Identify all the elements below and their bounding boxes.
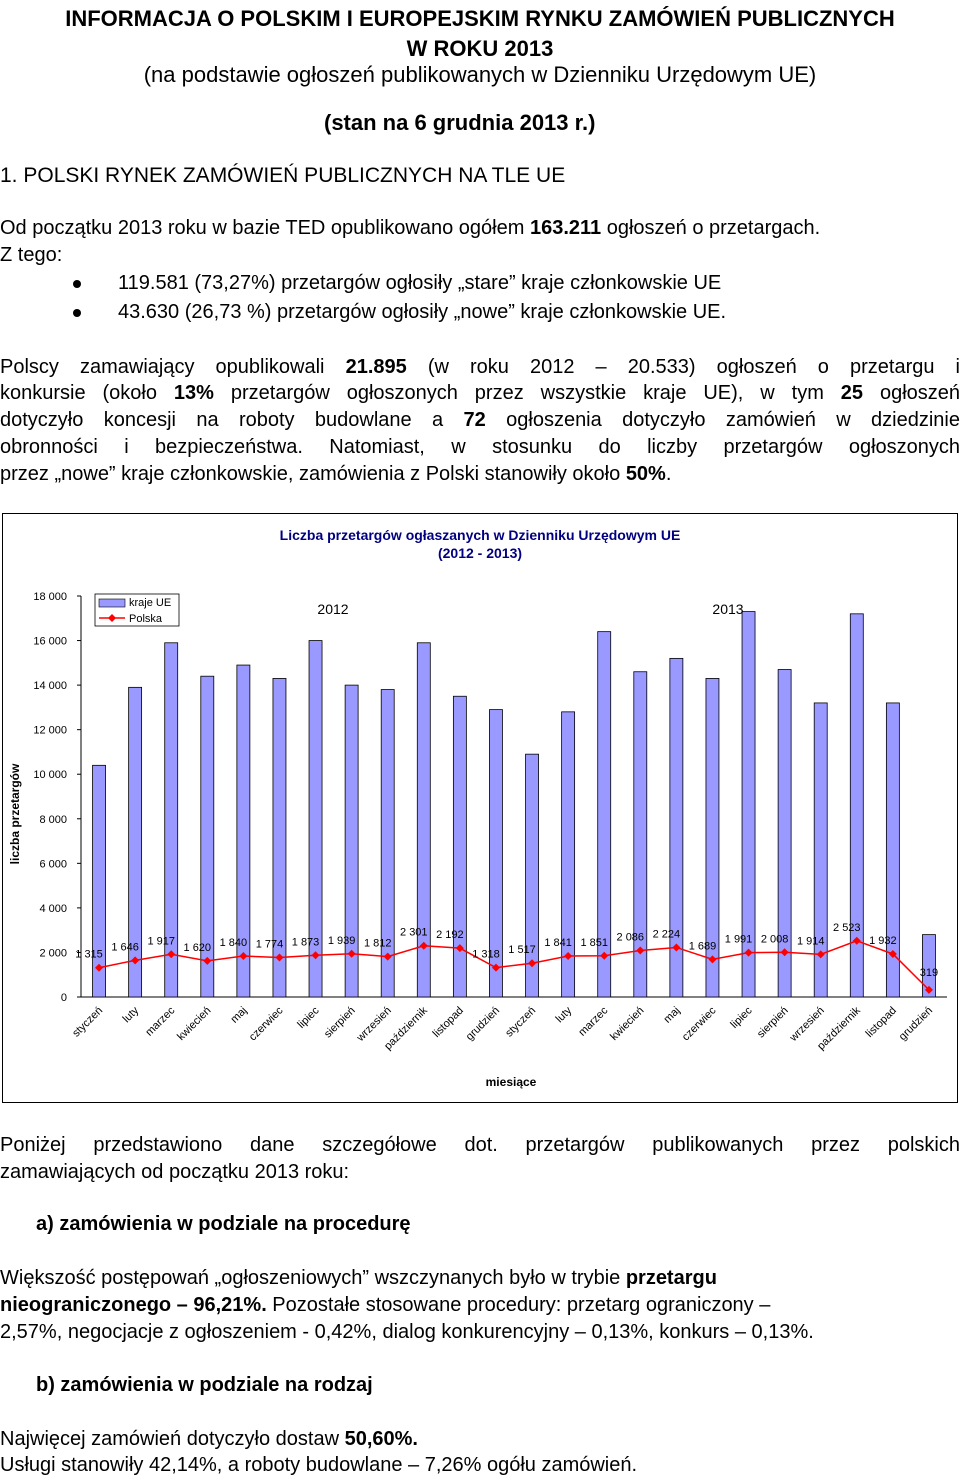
chart-title-line2: (2012 - 2013) xyxy=(437,545,523,561)
chart-title-line1: Liczba przetargów ogłaszanych w Dzienniku Urzędowym UE xyxy=(279,527,681,543)
para-number: 72 xyxy=(463,409,486,431)
x-axis-label: miesiące xyxy=(485,1075,537,1089)
para-text: przez „nowe” kraje członkowskie, zamówienia z Polski stanowiły około xyxy=(0,463,626,485)
data-label-poland: 1 812 xyxy=(363,937,392,950)
y-tick-label: 2 000 xyxy=(39,947,67,960)
heading-type: b) zamówienia w podziale na rodzaj xyxy=(36,1374,373,1396)
x-tick-label: sierpień xyxy=(322,1004,358,1041)
intro-z-tego: Z tego: xyxy=(0,244,63,266)
data-label-poland: 1 914 xyxy=(796,935,825,948)
x-tick-label: sierpień xyxy=(755,1004,791,1041)
x-tick-label: grudzień xyxy=(896,1004,936,1043)
x-tick-label: luty xyxy=(120,1004,142,1026)
x-tick-label: kwiecień xyxy=(608,1004,647,1043)
x-tick-label: lipiec xyxy=(295,1004,322,1031)
data-label-poland: 2 523 xyxy=(833,921,861,934)
para-line4: obronności i bezpieczeństwa. Natomiast, w stosunku do liczby przetargów ogłoszonych xyxy=(0,436,960,458)
para-number: 13% xyxy=(173,382,214,404)
data-label-poland: 1 851 xyxy=(580,936,608,949)
y-tick-label: 14 000 xyxy=(33,680,67,693)
doc-title-line2: W ROKU 2013 xyxy=(406,36,554,61)
x-tick-label: maj xyxy=(228,1004,250,1026)
y-tick-label: 6 000 xyxy=(39,858,67,871)
x-tick-label: wrzesień xyxy=(354,1004,394,1044)
procedure-text: Większość postępowań „ogłoszeniowych” wszczynanych było w trybie xyxy=(0,1267,626,1289)
para-number: 21.895 xyxy=(345,356,407,378)
para-line2 xyxy=(0,380,960,406)
section1-intro xyxy=(0,215,820,241)
para-text: (w roku 2012 – 20.533) ogłoszeń o przetargu i xyxy=(406,356,960,378)
data-label-poland: 1 689 xyxy=(688,940,717,953)
data-label-poland: 1 774 xyxy=(255,938,284,951)
y-tick-label: 10 000 xyxy=(33,769,67,782)
type-line2: Usługi stanowiły 42,14%, a roboty budowlane – 7,26% ogółu zamówień. xyxy=(0,1454,638,1476)
data-label-poland: 2 008 xyxy=(760,933,789,946)
para-text: przetargów ogłoszonych przez wszystkie kraje UE), w tym xyxy=(213,382,841,404)
para-text: dotyczyło koncesji na roboty budowlane a xyxy=(0,409,464,431)
procedure-bold: nieograniczonego – 96,21%. xyxy=(0,1294,267,1316)
bar-eu xyxy=(93,765,106,997)
x-tick-label: październik xyxy=(815,1004,863,1053)
bar-eu xyxy=(381,690,394,997)
data-label-poland: 1 991 xyxy=(724,933,753,946)
doc-title-line1: INFORMACJA O POLSKIM I EUROPEJSKIM RYNKU ZAMÓWIEŃ PUBLICZNYCH xyxy=(65,6,895,31)
procedure-bold: przetargu xyxy=(625,1267,717,1289)
chart-svg xyxy=(3,514,957,1102)
status-date: (stan na 6 grudnia 2013 r.) xyxy=(324,110,596,135)
procedure-text: Pozostałe stosowane procedury: przetarg ograniczony – xyxy=(266,1294,771,1316)
para-line1 xyxy=(0,354,960,380)
type-line1 xyxy=(0,1426,418,1452)
bullet-old-members: 119.581 (73,27%) przetargów ogłosiły „stare” kraje członkowskie UE xyxy=(118,272,722,294)
procedure-line2 xyxy=(0,1292,770,1318)
legend xyxy=(95,594,179,626)
doc-subtitle: (na podstawie ogłoszeń publikowanych w Dzienniku Urzędowym UE) xyxy=(143,62,817,87)
x-tick-label: październik xyxy=(382,1004,430,1053)
type-bold: 50,60%. xyxy=(344,1428,418,1450)
bar-eu xyxy=(778,670,791,997)
para-text: Polscy zamawiający opublikowali xyxy=(0,356,346,378)
para-line5 xyxy=(0,461,671,487)
y-tick-label: 8 000 xyxy=(39,813,67,826)
data-label-poland: 1 646 xyxy=(111,941,139,954)
chart-container xyxy=(2,513,958,1103)
type-text: Najwięcej zamówień dotyczyło dostaw xyxy=(0,1428,345,1450)
year-label-2013: 2013 xyxy=(712,601,744,617)
procedure-line1 xyxy=(0,1265,717,1291)
intro-total: 163.211 xyxy=(529,217,602,239)
data-label-poland: 1 315 xyxy=(75,948,103,961)
x-tick-label: czerwiec xyxy=(246,1004,286,1044)
para-text: ogłoszeń xyxy=(863,382,960,404)
section2-intro-line2: zamawiających od początku 2013 roku: xyxy=(0,1161,350,1183)
year-label-2012: 2012 xyxy=(317,601,349,617)
x-tick-label: styczeń xyxy=(503,1004,539,1040)
para-text: ogłoszenia dotyczyło zamówień w dziedzinie xyxy=(485,409,960,431)
x-tick-label: kwiecień xyxy=(175,1004,214,1043)
data-label-poland: 2 086 xyxy=(616,931,645,944)
legend-bar-swatch xyxy=(99,599,125,607)
x-tick-label: listopad xyxy=(430,1004,466,1040)
data-label-poland: 2 301 xyxy=(400,926,428,939)
bullet-new-members: 43.630 (26,73 %) przetargów ogłosiły „nowe” kraje członkowskie UE. xyxy=(118,301,727,323)
legend-label-pl: Polska xyxy=(129,613,163,625)
x-tick-label: lipiec xyxy=(728,1004,755,1031)
data-label-poland: 2 192 xyxy=(436,929,464,942)
x-tick-label: styczeń xyxy=(70,1004,106,1040)
para-text: . xyxy=(665,463,672,485)
x-tick-label: listopad xyxy=(863,1004,899,1040)
y-tick-label: 4 000 xyxy=(39,902,67,915)
data-label-poland: 1 917 xyxy=(147,935,175,948)
x-tick-label: czerwiec xyxy=(679,1004,719,1044)
heading-procedure: a) zamówienia w podziale na procedurę xyxy=(36,1213,411,1235)
section1-heading: 1. POLSKI RYNEK ZAMÓWIEŃ PUBLICZNYCH NA TLE UE xyxy=(0,164,566,187)
intro-text-a: Od początku 2013 roku w bazie TED opublikowano ogółem xyxy=(0,217,530,239)
para-text: konkursie (około xyxy=(0,382,174,404)
data-label-poland: 2 224 xyxy=(652,928,681,941)
data-label-poland: 1 932 xyxy=(869,934,897,947)
legend-label-eu: kraje UE xyxy=(129,597,172,609)
x-tick-label: wrzesień xyxy=(787,1004,827,1044)
y-tick-label: 12 000 xyxy=(33,724,67,737)
x-tick-label: marzec xyxy=(576,1004,611,1039)
bullet-icon xyxy=(73,309,81,317)
x-tick-label: luty xyxy=(553,1004,575,1026)
para-number: 50% xyxy=(625,463,666,485)
data-label-poland: 1 517 xyxy=(508,944,536,957)
intro-text-b: ogłoszeń o przetargach. xyxy=(601,217,821,239)
x-tick-label: maj xyxy=(661,1004,683,1026)
x-tick-label: grudzień xyxy=(463,1004,503,1043)
bullet-icon xyxy=(73,280,81,288)
x-tick-label: marzec xyxy=(143,1004,178,1039)
y-tick-label: 0 xyxy=(60,992,67,1004)
data-label-poland: 319 xyxy=(919,966,939,979)
data-label-poland: 1 840 xyxy=(219,937,248,950)
section2-intro-line1: Poniżej przedstawiono dane szczegółowe dot. przetargów publikowanych przez polskich xyxy=(0,1134,960,1156)
y-tick-label: 16 000 xyxy=(33,635,67,648)
para-number: 25 xyxy=(840,382,864,404)
data-label-poland: 1 939 xyxy=(327,934,356,947)
data-label-poland: 1 841 xyxy=(544,936,572,949)
data-label-poland: 1 620 xyxy=(183,941,212,954)
y-tick-label: 18 000 xyxy=(33,591,67,603)
data-label-poland: 1 873 xyxy=(291,936,320,949)
data-label-poland: 1 318 xyxy=(472,948,500,961)
procedure-line3: 2,57%, negocjacje z ogłoszeniem - 0,42%, dialog konkurencyjny – 0,13%, konkurs – 0,13%. xyxy=(0,1321,814,1343)
y-axis-label: liczba przetargów xyxy=(8,763,22,865)
para-line3 xyxy=(0,407,960,433)
